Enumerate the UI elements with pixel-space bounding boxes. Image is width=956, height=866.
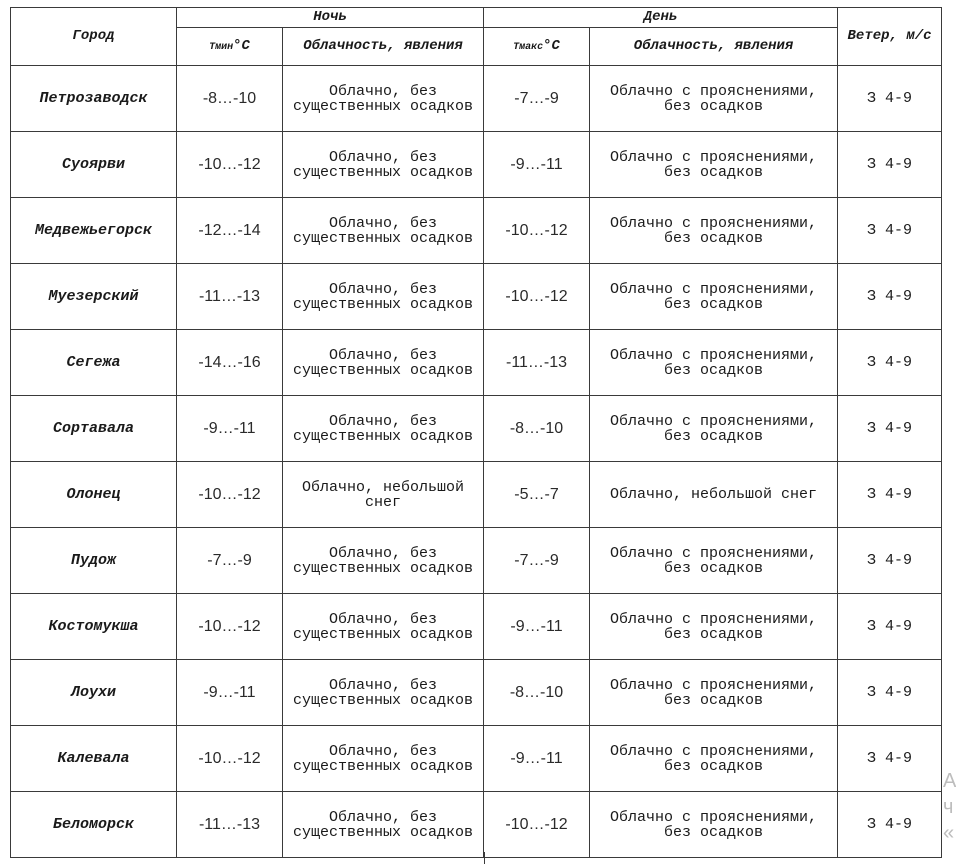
night-conditions-cell: Облачно, без существенных осадков: [283, 330, 484, 396]
wind-cell: З 4-9: [838, 396, 942, 462]
night-conditions-cell: Облачно, без существенных осадков: [283, 792, 484, 858]
wind-cell: З 4-9: [838, 594, 942, 660]
day-temp-cell: -5…-7: [484, 462, 590, 528]
table-row: [11, 528, 942, 594]
wind-cell: З 4-9: [838, 66, 942, 132]
night-conditions-cell: Облачно, без существенных осадков: [283, 264, 484, 330]
wind-cell: З 4-9: [838, 528, 942, 594]
table-row: [11, 264, 942, 330]
night-temp-cell: -10…-12: [177, 132, 283, 198]
night-conditions-cell: Облачно, без существенных осадков: [283, 660, 484, 726]
night-temp-cell: -11…-13: [177, 264, 283, 330]
night-conditions-cell: Облачно, без существенных осадков: [283, 396, 484, 462]
table-row: [11, 396, 942, 462]
wind-cell: З 4-9: [838, 726, 942, 792]
weather-forecast-table: [10, 7, 942, 858]
table-row: [11, 66, 942, 132]
tmin-label: Тмин: [209, 41, 234, 53]
night-temp-cell: -11…-13: [177, 792, 283, 858]
tmax-column-header: [484, 28, 590, 66]
night-temp-cell: -10…-12: [177, 462, 283, 528]
day-conditions-cell: Облачно с прояснениями, без осадков: [590, 66, 838, 132]
night-conditions-cell: Облачно, без существенных осадков: [283, 132, 484, 198]
night-cloud-column-header: Облачность, явления: [283, 28, 484, 66]
city-cell: Сегежа: [11, 330, 177, 396]
day-conditions-cell: Облачно с прояснениями, без осадков: [590, 396, 838, 462]
wind-cell: З 4-9: [838, 660, 942, 726]
night-group-header: Ночь: [177, 8, 484, 28]
wind-cell: З 4-9: [838, 792, 942, 858]
day-cloud-column-header: Облачность, явления: [590, 28, 838, 66]
day-conditions-cell: Облачно с прояснениями, без осадков: [590, 594, 838, 660]
city-cell: Калевала: [11, 726, 177, 792]
city-cell: Сортавала: [11, 396, 177, 462]
day-temp-cell: -11…-13: [484, 330, 590, 396]
day-temp-cell: -10…-12: [484, 264, 590, 330]
table-row: [11, 726, 942, 792]
city-cell: Пудож: [11, 528, 177, 594]
day-temp-cell: -7…-9: [484, 528, 590, 594]
night-temp-cell: -7…-9: [177, 528, 283, 594]
day-conditions-cell: Облачно с прояснениями, без осадков: [590, 792, 838, 858]
table-row: [11, 594, 942, 660]
wind-cell: З 4-9: [838, 264, 942, 330]
tmin-unit: °С: [233, 37, 250, 54]
day-conditions-cell: Облачно с прояснениями, без осадков: [590, 330, 838, 396]
table-row: [11, 198, 942, 264]
tmax-unit: °С: [543, 37, 560, 54]
day-temp-cell: -8…-10: [484, 396, 590, 462]
table-row: [11, 462, 942, 528]
bottom-divider-tick: [484, 852, 485, 864]
night-temp-cell: -9…-11: [177, 396, 283, 462]
day-conditions-cell: Облачно с прояснениями, без осадков: [590, 264, 838, 330]
night-conditions-cell: Облачно, без существенных осадков: [283, 198, 484, 264]
table-row: [11, 792, 942, 858]
city-cell: Костомукша: [11, 594, 177, 660]
table-header: [11, 8, 942, 66]
day-conditions-cell: Облачно с прояснениями, без осадков: [590, 726, 838, 792]
wind-cell: З 4-9: [838, 198, 942, 264]
city-cell: Беломорск: [11, 792, 177, 858]
night-temp-cell: -10…-12: [177, 726, 283, 792]
night-conditions-cell: Облачно, без существенных осадков: [283, 528, 484, 594]
city-cell: Петрозаводск: [11, 66, 177, 132]
day-conditions-cell: Облачно с прояснениями, без осадков: [590, 132, 838, 198]
table-row: [11, 330, 942, 396]
night-conditions-cell: Облачно, небольшой снег: [283, 462, 484, 528]
table-body: [11, 66, 942, 858]
day-temp-cell: -8…-10: [484, 660, 590, 726]
table-row: [11, 132, 942, 198]
wind-cell: З 4-9: [838, 132, 942, 198]
tmin-column-header: [177, 28, 283, 66]
night-conditions-cell: Облачно, без существенных осадков: [283, 594, 484, 660]
day-temp-cell: -7…-9: [484, 66, 590, 132]
header-row-top: [11, 8, 942, 28]
city-cell: Муезерский: [11, 264, 177, 330]
day-conditions-cell: Облачно, небольшой снег: [590, 462, 838, 528]
night-temp-cell: -14…-16: [177, 330, 283, 396]
city-cell: Олонец: [11, 462, 177, 528]
day-temp-cell: -10…-12: [484, 792, 590, 858]
day-conditions-cell: Облачно с прояснениями, без осадков: [590, 660, 838, 726]
night-conditions-cell: Облачно, без существенных осадков: [283, 726, 484, 792]
night-temp-cell: -8…-10: [177, 66, 283, 132]
night-temp-cell: -12…-14: [177, 198, 283, 264]
wind-cell: З 4-9: [838, 462, 942, 528]
day-temp-cell: -9…-11: [484, 594, 590, 660]
day-conditions-cell: Облачно с прояснениями, без осадков: [590, 528, 838, 594]
night-temp-cell: -9…-11: [177, 660, 283, 726]
city-cell: Суоярви: [11, 132, 177, 198]
night-temp-cell: -10…-12: [177, 594, 283, 660]
edge-text-fragment: А ч «: [943, 770, 956, 844]
wind-cell: З 4-9: [838, 330, 942, 396]
table-row: [11, 660, 942, 726]
city-column-header: Город: [11, 8, 177, 66]
day-temp-cell: -10…-12: [484, 198, 590, 264]
tmax-label: Тмакс: [513, 41, 544, 53]
wind-column-header: Ветер, м/с: [838, 8, 942, 66]
day-temp-cell: -9…-11: [484, 726, 590, 792]
day-group-header: День: [484, 8, 838, 28]
city-cell: Медвежьегорск: [11, 198, 177, 264]
day-temp-cell: -9…-11: [484, 132, 590, 198]
day-conditions-cell: Облачно с прояснениями, без осадков: [590, 198, 838, 264]
night-conditions-cell: Облачно, без существенных осадков: [283, 66, 484, 132]
city-cell: Лоухи: [11, 660, 177, 726]
